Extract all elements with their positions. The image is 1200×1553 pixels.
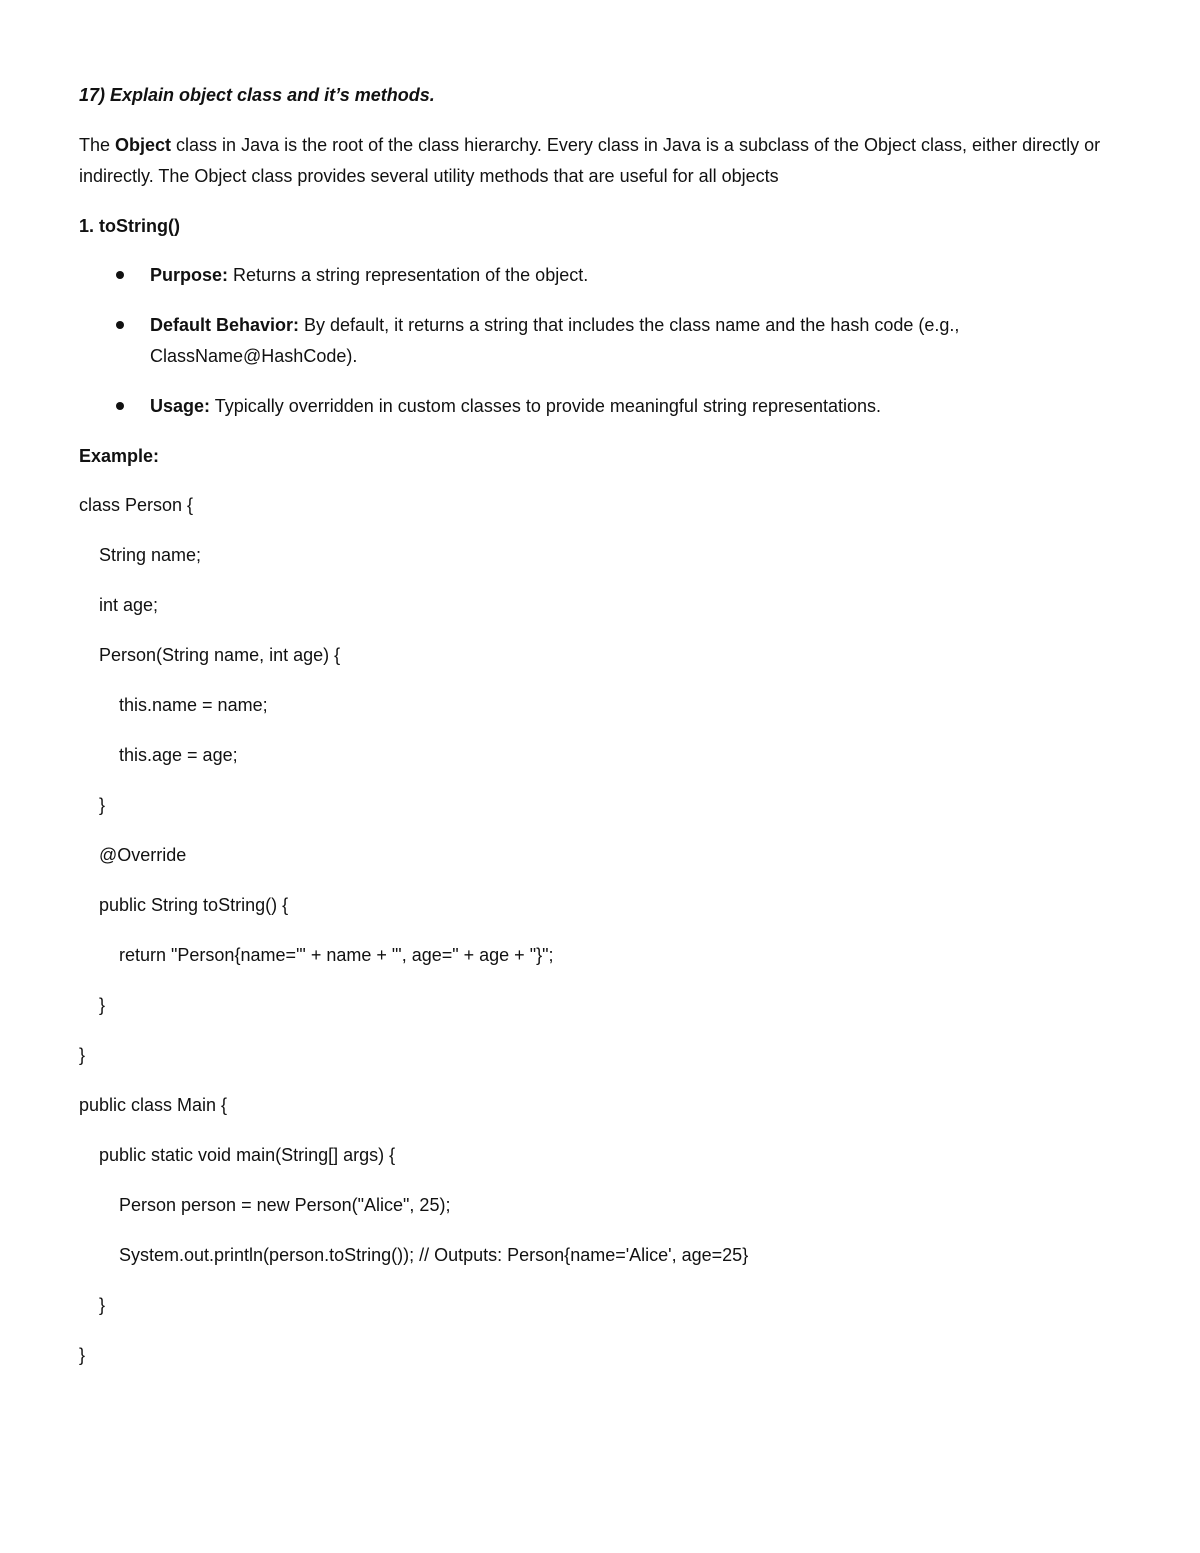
intro-text-start: The: [79, 135, 116, 155]
bullet-text: By default, it returns a string that includes the class name and the hash code (e.g., ClassName@HashCode).: [150, 315, 960, 366]
code-line: }: [79, 1045, 86, 1065]
bullet-text: Returns a string representation of the object.: [228, 265, 589, 285]
example-label: Example:: [79, 446, 160, 466]
bullet-dot-icon: [116, 402, 124, 410]
bullet-default-behavior: [79, 310, 1119, 372]
intro-paragraph: [79, 130, 1119, 192]
code-line: System.out.println(person.toString()); // Outputs: Person{name='Alice', age=25}: [119, 1245, 749, 1265]
document-page: [79, 80, 1119, 1390]
code-line: Person(String name, int age) {: [99, 645, 341, 665]
code-line: }: [99, 795, 106, 815]
code-line: return "Person{name='" + name + "', age=" + age + "}";: [119, 945, 554, 965]
code-line: class Person {: [79, 495, 194, 515]
bullet-label: Purpose:: [150, 265, 229, 285]
code-line: this.name = name;: [119, 695, 268, 715]
intro-bold-object: Object: [115, 135, 172, 155]
bullet-label: Default Behavior:: [150, 315, 300, 335]
bullet-usage: [79, 391, 1119, 422]
tostring-bullet-list: [79, 260, 1119, 422]
code-line: this.age = age;: [119, 745, 238, 765]
bullet-text: Typically overridden in custom classes to provide meaningful string representations.: [210, 396, 882, 416]
code-example: [79, 490, 1119, 1370]
code-line: public class Main {: [79, 1095, 228, 1115]
bullet-label: Usage:: [150, 396, 211, 416]
code-line: Person person = new Person("Alice", 25);: [119, 1195, 451, 1215]
code-line: public static void main(String[] args) {: [99, 1145, 396, 1165]
code-line: }: [99, 1295, 106, 1315]
question-heading: 17) Explain object class and it’s methods.: [79, 85, 435, 105]
code-line: @Override: [99, 845, 187, 865]
bullet-dot-icon: [116, 271, 124, 279]
code-line: String name;: [99, 545, 202, 565]
section-title-tostring: 1. toString(): [79, 216, 180, 236]
bullet-purpose: [79, 260, 1119, 291]
code-line: }: [99, 995, 106, 1015]
code-line: }: [79, 1345, 86, 1365]
code-line: public String toString() {: [99, 895, 289, 915]
bullet-dot-icon: [116, 321, 124, 329]
code-line: int age;: [99, 595, 159, 615]
intro-text-rest: class in Java is the root of the class hierarchy. Every class in Java is a subclass of the Object class, either directly or indirectly. The Object class provides several utility methods that are useful for all objects: [79, 135, 1101, 186]
